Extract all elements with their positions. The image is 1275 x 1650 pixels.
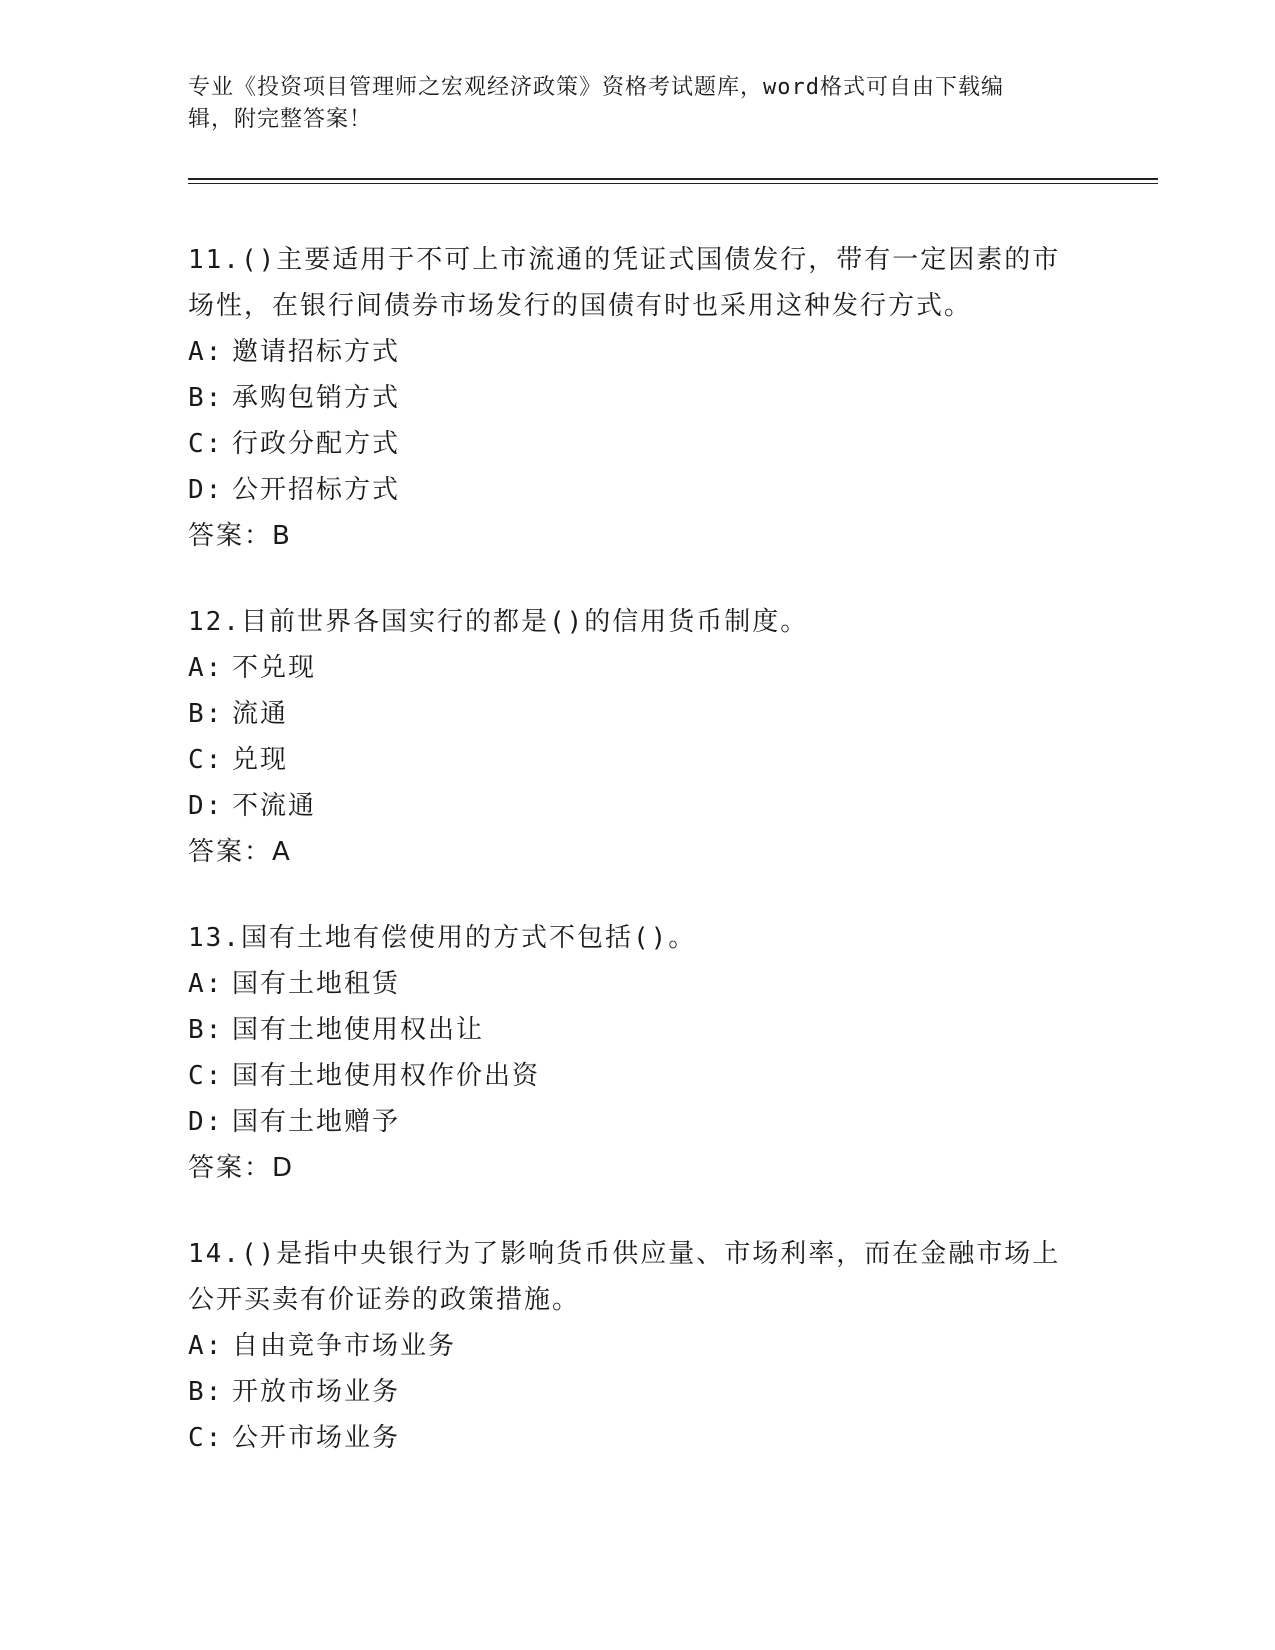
option-c [188, 1415, 1088, 1461]
question-stem: 13.国有土地有偿使用的方式不包括()。 [188, 923, 697, 953]
option-text: 承购包销方式 [232, 383, 401, 413]
option-key: D: [188, 1107, 224, 1137]
option-a [188, 1323, 1088, 1369]
option-text: 兑现 [232, 745, 289, 775]
option-key: D: [188, 475, 224, 505]
option-key: C: [188, 745, 224, 775]
option-text: 不流通 [232, 791, 317, 821]
header-divider-thin [188, 183, 1158, 184]
question-12 [188, 599, 1088, 875]
option-text: 国有土地赠予 [232, 1107, 401, 1137]
question-14 [188, 1231, 1088, 1461]
option-text: 国有土地租赁 [232, 969, 401, 999]
question-list [188, 237, 1088, 1501]
option-text: 邀请招标方式 [232, 337, 401, 367]
question-stem: 12.目前世界各国实行的都是()的信用货币制度。 [188, 607, 809, 637]
option-key: A: [188, 337, 224, 367]
answer-line: 答案：A [188, 837, 292, 867]
option-b [188, 375, 1088, 421]
option-a [188, 645, 1088, 691]
option-b [188, 1369, 1088, 1415]
option-text: 开放市场业务 [232, 1377, 401, 1407]
option-c [188, 421, 1088, 467]
option-c [188, 737, 1088, 783]
option-key: B: [188, 1015, 224, 1045]
document-header [188, 72, 1068, 136]
option-key: A: [188, 1331, 224, 1361]
option-key: D: [188, 791, 224, 821]
header-divider-thick [188, 178, 1158, 180]
question-11 [188, 237, 1088, 559]
question-stem: 11.()主要适用于不可上市流通的凭证式国债发行，带有一定因素的市场性，在银行间债券市场发行的国债有时也采用这种发行方式。 [188, 245, 1061, 321]
option-key: B: [188, 383, 224, 413]
option-c [188, 1053, 1088, 1099]
option-d [188, 783, 1088, 829]
option-text: 公开招标方式 [232, 475, 401, 505]
option-b [188, 1007, 1088, 1053]
option-text: 行政分配方式 [232, 429, 401, 459]
header-line-2: 辑，附完整答案！ [188, 107, 373, 132]
option-key: B: [188, 1377, 224, 1407]
question-stem: 14.()是指中央银行为了影响货币供应量、市场利率，而在金融市场上公开买卖有价证券的政策措施。 [188, 1239, 1061, 1315]
option-d [188, 1099, 1088, 1145]
option-b [188, 691, 1088, 737]
option-key: B: [188, 699, 224, 729]
option-key: C: [188, 1423, 224, 1453]
option-text: 流通 [232, 699, 289, 729]
header-line-1: 专业《投资项目管理师之宏观经济政策》资格考试题库，word格式可自由下载编 [188, 75, 1004, 100]
option-key: A: [188, 969, 224, 999]
option-text: 自由竞争市场业务 [232, 1331, 457, 1361]
option-a [188, 961, 1088, 1007]
option-key: C: [188, 1061, 224, 1091]
option-text: 国有土地使用权作价出资 [232, 1061, 541, 1091]
option-text: 不兑现 [232, 653, 317, 683]
answer-line: 答案：D [188, 1153, 295, 1183]
option-key: A: [188, 653, 224, 683]
option-text: 国有土地使用权出让 [232, 1015, 485, 1045]
option-d [188, 467, 1088, 513]
option-text: 公开市场业务 [232, 1423, 401, 1453]
option-a [188, 329, 1088, 375]
question-13 [188, 915, 1088, 1191]
option-key: C: [188, 429, 224, 459]
answer-line: 答案：B [188, 521, 292, 551]
